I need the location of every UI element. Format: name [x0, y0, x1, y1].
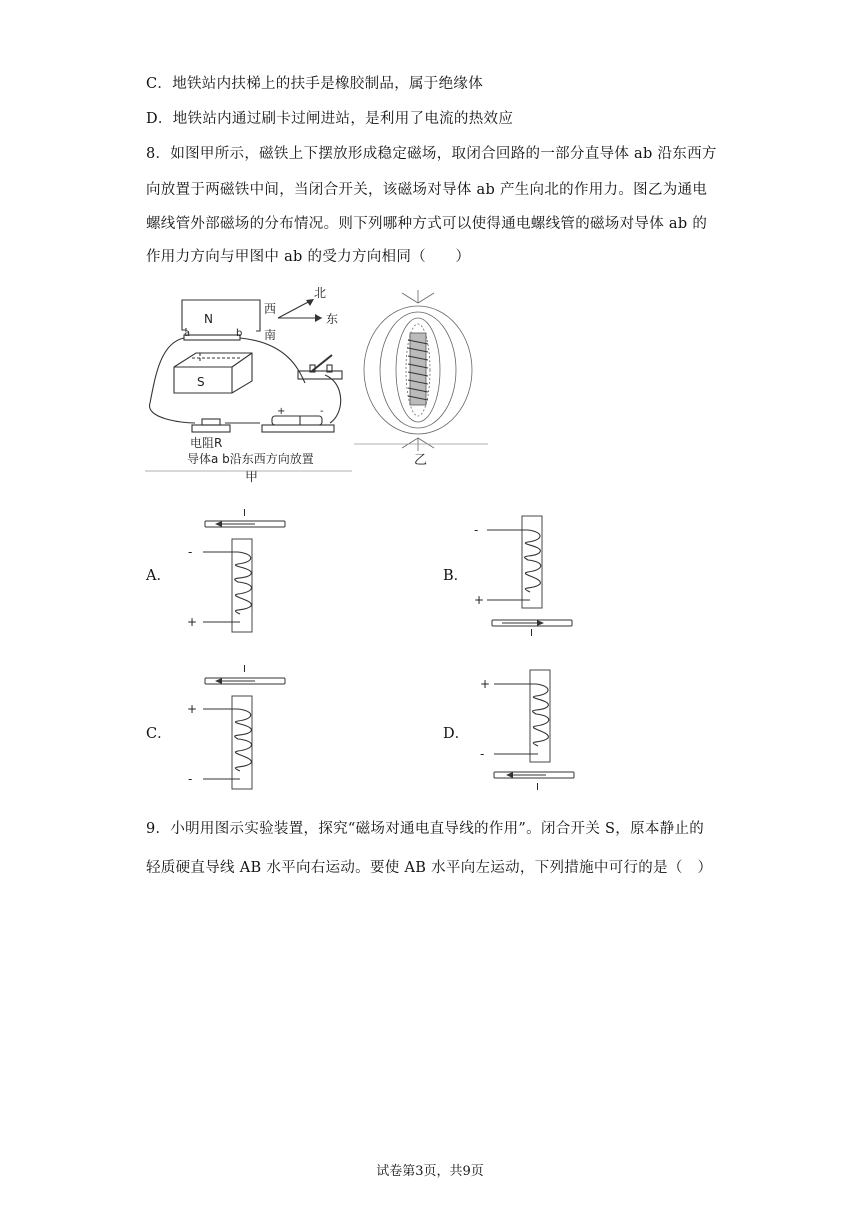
jia-caption: 甲	[245, 470, 259, 485]
q9-stem-line-2: 轻质硬直导线 AB 水平向右运动。要使 AB 水平向左运动，下列措施中可行的是（ ）	[146, 860, 713, 876]
option-a-bottom-sign: +	[187, 615, 198, 629]
yi-caption: 乙	[414, 453, 428, 468]
north-label: 北	[314, 286, 327, 300]
q9-stem-line-1: 9．小明用图示实验装置，探究“磁场对通电直导线的作用”。闭合开关 S，原本静止的	[146, 821, 705, 837]
east-label: 东	[326, 312, 339, 326]
page-footer: 试卷第3页，共9页	[376, 1164, 484, 1179]
option-c-current: I	[243, 664, 246, 675]
figure-jia	[140, 283, 370, 483]
option-d-label: D．	[443, 726, 470, 742]
option-a-current: I	[243, 508, 246, 519]
battery-plus: +	[277, 406, 286, 417]
option-c-bottom-sign: -	[188, 772, 193, 786]
option-b-figure	[472, 512, 582, 637]
option-b-label: B．	[443, 568, 469, 584]
magnet-s-label: S	[197, 375, 205, 389]
option-c-figure	[185, 665, 295, 790]
resistor-label: 电阻R	[190, 436, 223, 450]
q7-option-d: D．地铁站内通过刷卡过闸进站，是利用了电流的热效应	[146, 111, 514, 127]
option-a-figure	[185, 508, 295, 637]
option-b-current: I	[530, 628, 533, 639]
q8-stem-line-3: 螺线管外部磁场的分布情况。则下列哪种方式可以使得通电螺线管的磁场对导体 ab 的	[146, 216, 708, 232]
option-a-label: A．	[146, 568, 171, 584]
option-d-bottom-sign: -	[480, 747, 485, 761]
west-label: 西	[264, 302, 277, 316]
option-d-figure	[472, 668, 582, 793]
option-c-top-sign: +	[187, 702, 198, 716]
end-b-label: b	[236, 328, 243, 339]
jia-caption-text: 导体a b沿东西方向放置	[187, 452, 314, 466]
option-d-top-sign: +	[480, 677, 491, 691]
option-b-bottom-sign: +	[474, 593, 485, 607]
q8-stem-line-1: 8．如图甲所示，磁铁上下摆放形成稳定磁场，取闭合回路的一部分直导体 ab 沿东西方	[146, 146, 717, 162]
q8-stem-line-2: 向放置于两磁铁中间，当闭合开关，该磁场对导体 ab 产生向北的作用力。图乙为通电	[146, 182, 708, 198]
end-a-label: a	[184, 328, 191, 339]
magnet-n-label: N	[204, 312, 213, 326]
battery-minus: -	[320, 406, 324, 417]
q8-stem-line-4: 作用力方向与甲图中 ab 的受力方向相同（ ）	[146, 249, 471, 265]
option-c-label: C．	[146, 726, 172, 742]
south-label: 南	[264, 328, 277, 342]
option-d-current: I	[536, 782, 539, 793]
q7-option-c: C．地铁站内扶梯上的扶手是橡胶制品，属于绝缘体	[146, 76, 483, 92]
option-a-top-sign: -	[188, 545, 193, 559]
figure-yi	[352, 298, 492, 468]
option-b-top-sign: -	[474, 523, 479, 537]
